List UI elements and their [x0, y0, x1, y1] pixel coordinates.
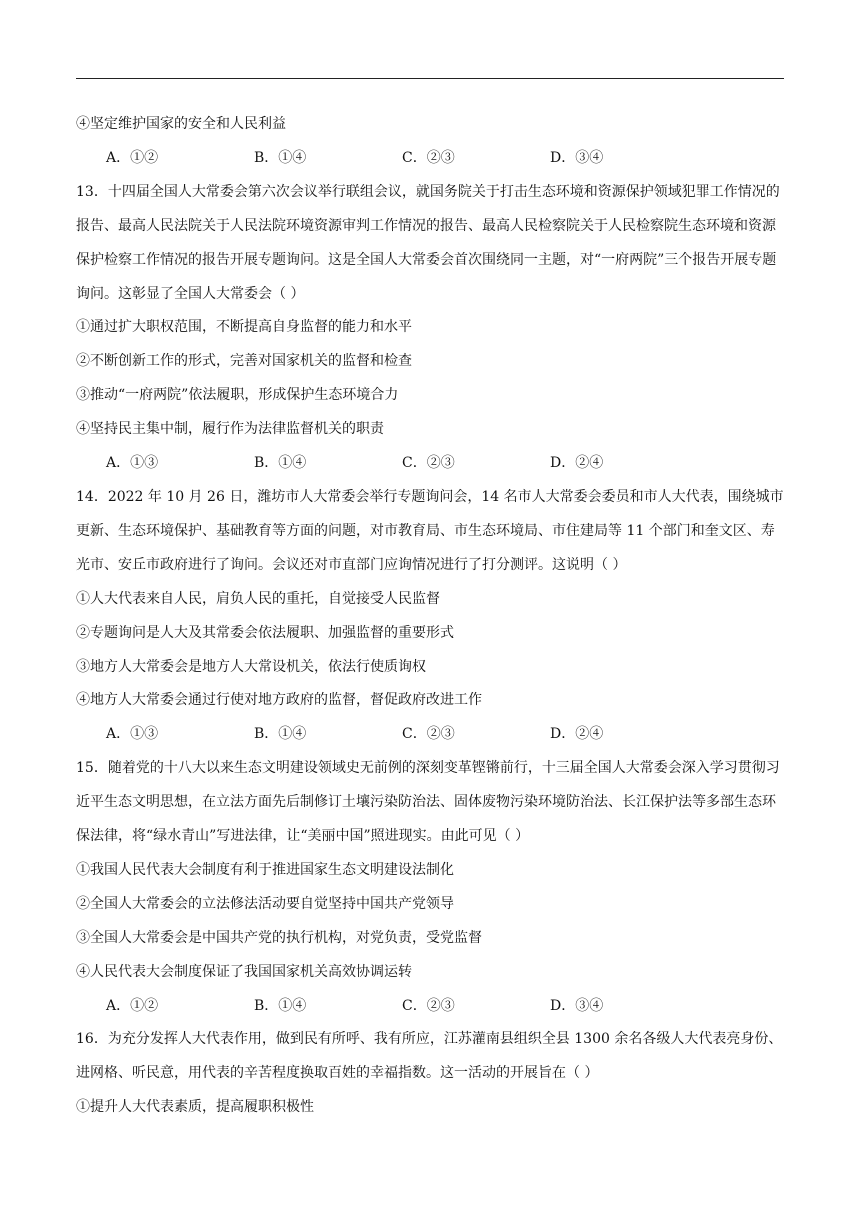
question-14-option-4: ④地方人大常委会通过行使对地方政府的监督，督促政府改进工作	[76, 692, 482, 709]
question-15-option-3: ③全国人大常委会是中国共产党的执行机构，对党负责，受党监督	[76, 929, 482, 946]
choice-d[interactable]: D．②④	[550, 726, 604, 743]
choice-c[interactable]: C．②③	[402, 149, 455, 166]
choice-b[interactable]: B．①④	[254, 149, 307, 166]
choice-d[interactable]: D．③④	[550, 149, 604, 166]
question-12-option-4: ④坚定维护国家的安全和人民利益	[76, 116, 286, 132]
question-13-option-3: ③推动“一府两院”依法履职，形成保护生态环境合力	[76, 387, 399, 404]
choice-c[interactable]: C．②③	[402, 726, 455, 743]
question-15-option-2: ②全国人大常委会的立法修法活动要自觉坚持中国共产党领导	[76, 895, 454, 912]
question-15-option-1: ①我国人民代表大会制度有利于推进国家生态文明建设法制化	[76, 861, 454, 878]
choice-b[interactable]: B．①④	[254, 726, 307, 743]
choice-b[interactable]: B．①④	[254, 997, 307, 1014]
question-14-option-1: ①人大代表来自人民，肩负人民的重托，自觉接受人民监督	[76, 590, 440, 607]
choice-d[interactable]: D．②④	[550, 455, 604, 472]
question-16-option-1: ①提升人大代表素质，提高履职积极性	[76, 1099, 314, 1116]
exam-content	[76, 108, 784, 1125]
question-15-choices	[76, 990, 784, 1024]
choice-c[interactable]: C．②③	[402, 997, 455, 1014]
question-15-option-4: ④人民代表大会制度保证了我国国家机关高效协调运转	[76, 963, 412, 980]
question-13-choices	[76, 447, 784, 481]
question-13-option-4: ④坚持民主集中制，履行作为法律监督机关的职责	[76, 421, 384, 438]
question-13-option-2: ②不断创新工作的形式，完善对国家机关的监督和检查	[76, 353, 412, 370]
question-12-choices	[76, 142, 784, 176]
choice-c[interactable]: C．②③	[402, 455, 455, 472]
question-16-stem: 16．为充分发挥人大代表作用，做到民有所呼、我有所应，江苏灌南县组织全县 1300 余名各级人大代表亮身份、进网格、听民意，用代表的辛苦程度换取百姓的幸福指数。这一活动的开展旨在（ ）	[76, 1031, 783, 1082]
choice-a[interactable]: A．①③	[106, 726, 159, 743]
question-14-stem: 14．2022 年 10 月 26 日，潍坊市人大常委会举行专题询问会，14 名市人大常委会委员和市人大代表，围绕城市更新、生态环境保护、基础教育等方面的问题，对市教育局、市生态环境局、市住建局等 11 个部门和奎文区、寿光市、安丘市政府进行了询问。会议还对市直部门应询情况进行了打分测评。这说明（ ）	[76, 488, 784, 573]
choice-a[interactable]: A．①②	[106, 997, 159, 1014]
question-14-option-3: ③地方人大常委会是地方人大常设机关，依法行使质询权	[76, 658, 426, 675]
question-14-option-2: ②专题询问是人大及其常委会依法履职、加强监督的重要形式	[76, 624, 454, 641]
header-rule	[76, 78, 784, 79]
question-13-stem: 13．十四届全国人大常委会第六次会议举行联组会议，就国务院关于打击生态环境和资源保护领域犯罪工作情况的报告、最高人民法院关于人民法院环境资源审判工作情况的报告、最高人民检察院关于人民检察院生态环境和资源保护检察工作情况的报告开展专题询问。这是全国人大常委会首次围绕同一主题，对“一府两院”三个报告开展专题询问。这彰显了全国人大常委会（ ）	[76, 183, 780, 302]
choice-b[interactable]: B．①④	[254, 455, 307, 472]
question-14-choices	[76, 718, 784, 752]
question-13-option-1: ①通过扩大职权范围，不断提高自身监督的能力和水平	[76, 319, 412, 336]
choice-a[interactable]: A．①③	[106, 455, 159, 472]
question-15-stem: 15．随着党的十八大以来生态文明建设领域史无前例的深刻变革铿锵前行，十三届全国人大常委会深入学习贯彻习近平生态文明思想，在立法方面先后制修订土壤污染防治法、固体废物污染环境防治法、长江保护法等多部生态环保法律，将“绿水青山”写进法律，让“美丽中国”照进现实。由此可见（ ）	[76, 760, 780, 845]
choice-d[interactable]: D．③④	[550, 997, 604, 1014]
choice-a[interactable]: A．①②	[106, 149, 159, 166]
